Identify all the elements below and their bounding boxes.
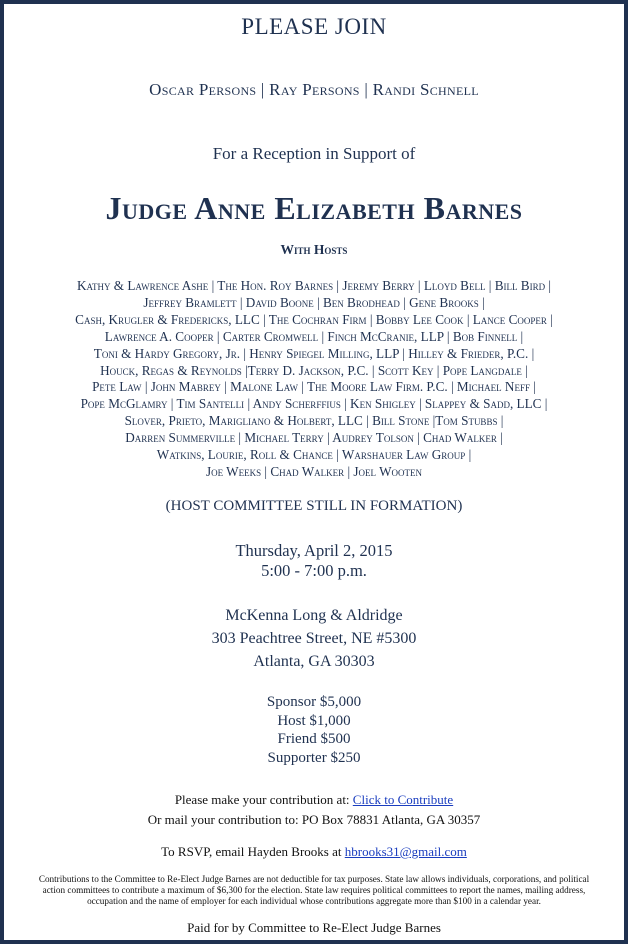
- disclaimer-line: action committees to contribute a maximum of $6,300 for the election. State law requires political committees to report the names, mailing address,: [42, 885, 586, 895]
- invitation-card: [4, 4, 624, 940]
- event-datetime: [4, 541, 624, 581]
- host-line: Joe Weeks | Chad Walker | Joel Wooten: [205, 463, 423, 479]
- contribute-link[interactable]: Click to Contribute: [352, 792, 454, 807]
- host-line: Jeffrey Bramlett | David Boone | Ben Brodhead | Gene Brooks |: [143, 294, 485, 310]
- host-line: Pope McGlamry | Tim Santelli | Andy Scherffius | Ken Shigley | Slappey & Sadd, LLC |: [80, 396, 548, 412]
- disclaimer-line: occupation and the name of employer for each individual whose contributions aggregate more than $100 in a calendar year.: [87, 896, 541, 906]
- reception-line: For a Reception in Support of: [212, 144, 416, 163]
- committee-note: (HOST COMMITTEE STILL IN FORMATION): [165, 498, 463, 514]
- contribution-levels: [4, 693, 624, 767]
- disclaimer-line: Contributions to the Committee to Re-Elect Judge Barnes are not deductible for tax purposes. State law allows individuals, corporations, and political: [38, 874, 590, 884]
- rsvp-prefix: To RSVP, email Hayden Brooks at: [161, 844, 345, 859]
- level-sponsor: Sponsor $5,000: [266, 694, 362, 710]
- level-friend: Friend $500: [277, 731, 351, 747]
- host-line: Slover, Prieto, Marigliano & Holbert, LLC | Bill Stone |Tom Stubbs |: [124, 413, 504, 429]
- paid-for-notice: Paid for by Committee to Re-Elect Judge Barnes: [187, 920, 441, 935]
- level-host: Host $1,000: [277, 712, 351, 729]
- venue-address: [4, 604, 624, 673]
- venue-city: Atlanta, GA 30303: [253, 653, 375, 670]
- contribution-instructions: [4, 790, 624, 830]
- rsvp-email-link[interactable]: hbrooks31@gmail.com: [344, 844, 467, 859]
- online-contribution: [4, 790, 624, 810]
- legal-disclaimer: [4, 874, 624, 907]
- host-line: Houck, Regas & Reynolds |Terry D. Jackson, P.C. | Scott Key | Pope Langdale |: [100, 362, 528, 378]
- host-line: Kathy & Lawrence Ashe | The Hon. Roy Barnes | Jeremy Berry | Lloyd Bell | Bill Bird |: [76, 278, 552, 293]
- venue-street: 303 Peachtree Street, NE #5300: [211, 630, 417, 647]
- host-line: Watkins, Lourie, Roll & Chance | Warshauer Law Group |: [156, 447, 472, 463]
- host-line: Darren Summerville | Michael Terry | Audrey Tolson | Chad Walker |: [125, 430, 503, 446]
- rsvp-line: [4, 844, 624, 860]
- please-join-heading: PLEASE JOIN: [241, 14, 387, 39]
- mail-contribution: Or mail your contribution to: PO Box 78831 Atlanta, GA 30357: [147, 812, 481, 827]
- principal-hosts: Oscar Persons | Ray Persons | Randi Schnell: [149, 80, 479, 99]
- host-line: Pete Law | John Mabrey | Malone Law | The Moore Law Firm. P.C. | Michael Neff |: [92, 379, 536, 395]
- event-time: 5:00 - 7:00 p.m.: [261, 561, 367, 580]
- level-supporter: Supporter $250: [267, 749, 361, 766]
- with-hosts-heading: With Hosts: [280, 242, 348, 257]
- host-line: Lawrence A. Cooper | Carter Cromwell | Finch McCranie, LLP | Bob Finnell |: [104, 328, 524, 344]
- venue-name: McKenna Long & Aldridge: [225, 607, 403, 624]
- event-date: Thursday, April 2, 2015: [235, 541, 393, 560]
- host-line: Cash, Krugler & Fredericks, LLC | The Cochran Firm | Bobby Lee Cook | Lance Cooper |: [75, 311, 553, 327]
- online-contribution-prefix: Please make your contribution at:: [174, 792, 353, 807]
- host-list: [4, 278, 624, 481]
- candidate-name: Judge Anne Elizabeth Barnes: [105, 190, 523, 226]
- host-line: Toni & Hardy Gregory, Jr. | Henry Spiegel Milling, LLP | Hilley & Frieder, P.C. |: [93, 345, 535, 361]
